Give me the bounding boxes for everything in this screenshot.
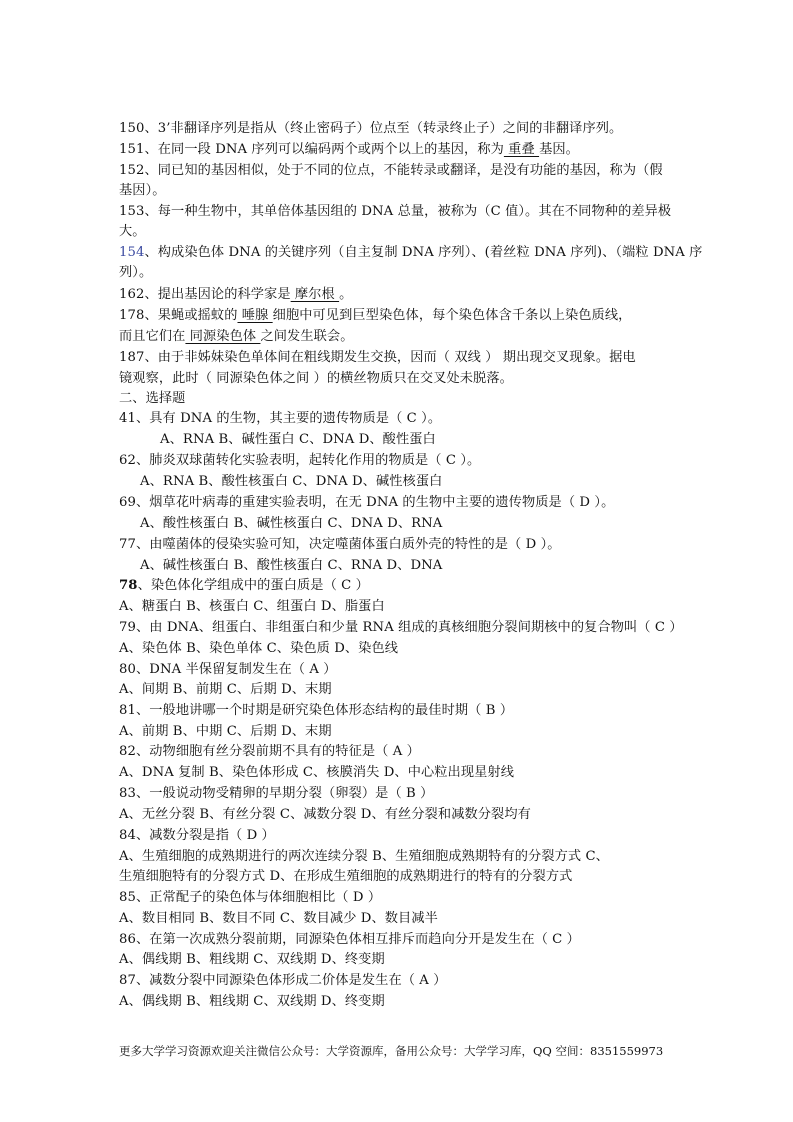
text-line: 152、同已知的基因相似，处于不同的位点，不能转录或翻译，是没有功能的基因，称为（假: [119, 163, 663, 178]
options: 生殖细胞特有的分裂方式 D、在形成生殖细胞的成熟期进行的特有的分裂方式: [119, 869, 573, 884]
question: 82、动物细胞有丝分裂前期不具有的特征是（ A ）: [119, 744, 420, 759]
question: 77、由噬菌体的侵染实验可知，决定噬菌体蛋白质外壳的特性的是（ D ）。: [119, 537, 561, 552]
answer-blank: 摩尔根: [290, 287, 340, 302]
section-heading: 二、选择题: [119, 391, 186, 406]
question: 80、DNA 半保留复制发生在（ A ）: [119, 662, 337, 677]
text-line: 镜观察，此时（ 同源染色体之间 ）的横丝物质只在交叉处未脱落。: [119, 371, 513, 386]
options: A、前期 B、中期 C、后期 D、末期: [119, 724, 332, 739]
question: 81、一般地讲哪一个时期是研究染色体形态结构的最佳时期（ B ）: [119, 703, 514, 718]
text-line: 列）。: [119, 265, 153, 280]
answer-blank: 同源染色体: [185, 329, 261, 344]
question: 41、具有 DNA 的生物，其主要的遗传物质是（ C ）。: [119, 411, 442, 426]
text-line: 大。: [119, 224, 146, 239]
options: A、无丝分裂 B、有丝分裂 C、减数分裂 D、有丝分裂和减数分裂均有: [119, 807, 531, 822]
text-line: 162、提出基因论的科学家是 摩尔根 。: [119, 287, 353, 302]
question: 87、减数分裂中同源染色体形成二价体是发生在（ A ）: [119, 973, 447, 988]
text-line: 154、构成染色体 DNA 的关键序列（自主复制 DNA 序列）、(着丝粒 DNA 序列)、（端粒 DNA 序: [119, 245, 703, 260]
answer-blank: 重叠: [503, 142, 540, 157]
text-line: 150、3’非翻译序列是指从（终止密码子）位点至（转录终止子）之间的非翻译序列。: [119, 121, 623, 136]
options: A、偶线期 B、粗线期 C、双线期 D、终变期: [119, 952, 385, 967]
options: A、RNA B、酸性核蛋白 C、DNA D、碱性核蛋白: [140, 474, 443, 489]
text-line: 151、在同一段 DNA 序列可以编码两个或两个以上的基因，称为 重叠 基因。: [119, 142, 579, 157]
options: A、碱性核蛋白 B、酸性核蛋白 C、RNA D、DNA: [140, 558, 443, 573]
options: A、RNA B、碱性蛋白 C、DNA D、酸性蛋白: [160, 432, 436, 447]
text-line: 187、由于非姊妹染色单体间在粗线期发生交换，因而（ 双线 ） 期出现交叉现象。据电: [119, 350, 636, 365]
options: A、染色体 B、染色单体 C、染色质 D、染色线: [119, 641, 399, 656]
question: 86、在第一次成熟分裂前期，同源染色体相互排斥而趋向分开是发生在（ C ）: [119, 932, 580, 947]
options: A、DNA 复制 B、染色体形成 C、核膜消失 D、中心粒出现星射线: [119, 765, 514, 780]
question: 85、正常配子的染色体与体细胞相比（ D ）: [119, 890, 382, 905]
options: A、酸性核蛋白 B、碱性核蛋白 C、DNA D、RNA: [140, 516, 443, 531]
question-number: 154: [119, 245, 145, 260]
question: 84、减数分裂是指（ D ）: [119, 828, 275, 843]
options: A、生殖细胞的成熟期进行的两次连续分裂 B、生殖细胞成熟期特有的分裂方式 C、: [119, 849, 609, 864]
page-footer: 更多大学学习资源欢迎关注微信公众号：大学资源库，备用公众号：大学学习库，QQ 空间：8351559973: [119, 1044, 664, 1058]
options: A、糖蛋白 B、核蛋白 C、组蛋白 D、脂蛋白: [119, 599, 385, 614]
options: A、数目相同 B、数目不同 C、数目减少 D、数目减半: [119, 911, 438, 926]
answer-blank: 唾腺: [237, 308, 273, 323]
text-line: 178、果蝇或摇蚊的 唾腺 细胞中可见到巨型染色体，每个染色体含千条以上染色质线，: [119, 308, 632, 323]
question: 78、染色体化学组成中的蛋白质是（ C ）: [119, 578, 369, 593]
question: 69、烟草花叶病毒的重建实验表明，在无 DNA 的生物中主要的遗传物质是（ D ）。: [119, 495, 615, 510]
question: 79、由 DNA、组蛋白、非组蛋白和少量 RNA 组成的真核细胞分裂间期核中的复合物叫（ C ）: [119, 620, 683, 635]
text-line: 基因）。: [119, 183, 166, 198]
question: 62、肺炎双球菌转化实验表明，起转化作用的物质是（ C ）。: [119, 453, 481, 468]
question: 83、一般说动物受精卵的早期分裂（卵裂）是（ B ）: [119, 786, 434, 801]
question-number: 78: [119, 578, 138, 593]
text-line: 153、每一种生物中，其单倍体基因组的 DNA 总量，被称为（C 值）。其在不同物种的差异极: [119, 204, 672, 219]
options: A、偶线期 B、粗线期 C、双线期 D、终变期: [119, 994, 385, 1009]
options: A、间期 B、前期 C、后期 D、末期: [119, 682, 332, 697]
text-line: 而且它们在 同源染色体 之间发生联会。: [119, 329, 354, 344]
